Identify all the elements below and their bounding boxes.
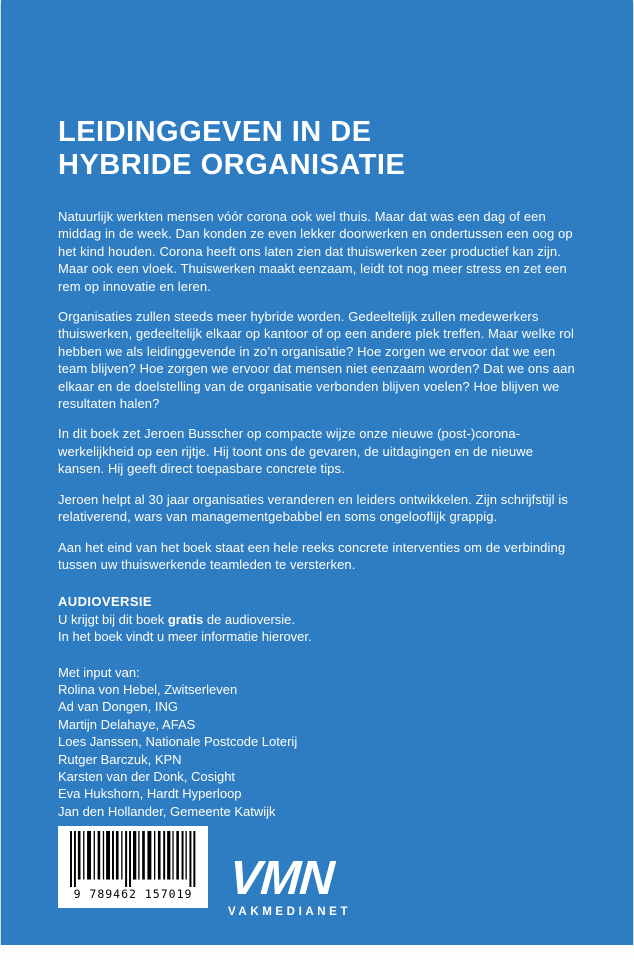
blurb-paragraph: In dit boek zet Jeroen Busscher op compacte wijze onze nieuwe (post-)corona-werkelijkheid op een rijtje. Hij toont ons de gevaren, de uitdagingen en de nieuwe kansen. Hij geeft direct toepasbare concrete tips.	[58, 426, 534, 477]
contributor-name: Jan den Hollander, Gemeente Katwijk	[58, 803, 276, 819]
contributor-name: Loes Janssen, Nationale Postcode Loterij	[58, 734, 298, 750]
vakmedianet-wordmark: VAKMEDIANET	[228, 906, 352, 918]
vmn-logo: VMN	[227, 852, 336, 905]
publisher-logo-block	[227, 852, 352, 918]
audio-section-line1	[58, 611, 579, 628]
book-title	[58, 116, 579, 182]
blurb-text	[58, 208, 579, 573]
contributors-intro: Met input van:	[58, 664, 140, 680]
book-title-line1: LEIDINGGEVEN IN DE	[58, 116, 372, 148]
audio-version-section	[58, 593, 579, 645]
contributor-name: Rutger Barczuk, KPN	[58, 751, 182, 767]
contributor-name: Karsten van der Donk, Cosight	[58, 768, 236, 784]
contributor-name: Rolina von Hebel, Zwitserleven	[58, 681, 238, 697]
book-back-cover	[1, 0, 633, 945]
audio-line1-prefix: U krijgt bij dit boek	[58, 611, 168, 627]
cover-content	[58, 116, 579, 820]
barcode-bars-icon	[70, 831, 196, 887]
contributor-name: Eva Hukshorn, Hardt Hyperloop	[58, 786, 242, 802]
ean-barcode	[58, 826, 208, 908]
isbn-number: 9 789462 157019	[73, 887, 193, 901]
audio-line1-suffix: de audioversie.	[203, 611, 296, 627]
blurb-paragraph: Natuurlijk werkten mensen vóór corona ook wel thuis. Maar dat was een dag of een middag in de week. Dan konden ze even lekker doorwerken en ondertussen een oog op het kind houden. Corona heeft ons laten zien dat thuiswerken zeer productief kan zijn. Maar ook een vloek. Thuiswerken maakt eenzaam, leidt tot nog meer stress en zet een rem op innovatie en leren.	[58, 209, 573, 294]
audio-line1-gratis: gratis	[167, 611, 204, 627]
contributor-name: Martijn Delahaye, AFAS	[58, 716, 196, 732]
page-bottom-edge	[0, 945, 634, 960]
contributors-section	[58, 664, 579, 821]
blurb-paragraph: Jeroen helpt al 30 jaar organisaties veranderen en leiders ontwikkelen. Zijn schrijfstijl is relativerend, wars van managementgebabbel en soms ongelooflijk grappig.	[58, 491, 568, 525]
blurb-paragraph: Aan het eind van het boek staat een hele reeks concrete interventies om de verbinding tussen uw thuiswerkende teamleden te versterken.	[58, 539, 566, 572]
book-title-line2: HYBRIDE ORGANISATIE	[58, 149, 406, 181]
audio-section-heading: AUDIOVERSIE	[58, 594, 152, 610]
audio-section-line2: In het boek vindt u meer informatie hierover.	[58, 629, 312, 645]
contributor-name: Ad van Dongen, ING	[58, 699, 178, 715]
blurb-paragraph: Organisaties zullen steeds meer hybride worden. Gedeeltelijk zullen medewerkers thuiswerken, gedeeltelijk elkaar op kantoor of op een andere plek treffen. Maar welke rol hebben we als leidinggevende in zo’n organisatie? Hoe zorgen we ervoor dat we een team blijven? Hoe zorgen we ervoor dat mensen niet eenzaam worden? Dat we ons aan elkaar en de doelstelling van de organisatie verbonden blijven voelen? Hoe blijven we resultaten halen?	[58, 309, 575, 412]
